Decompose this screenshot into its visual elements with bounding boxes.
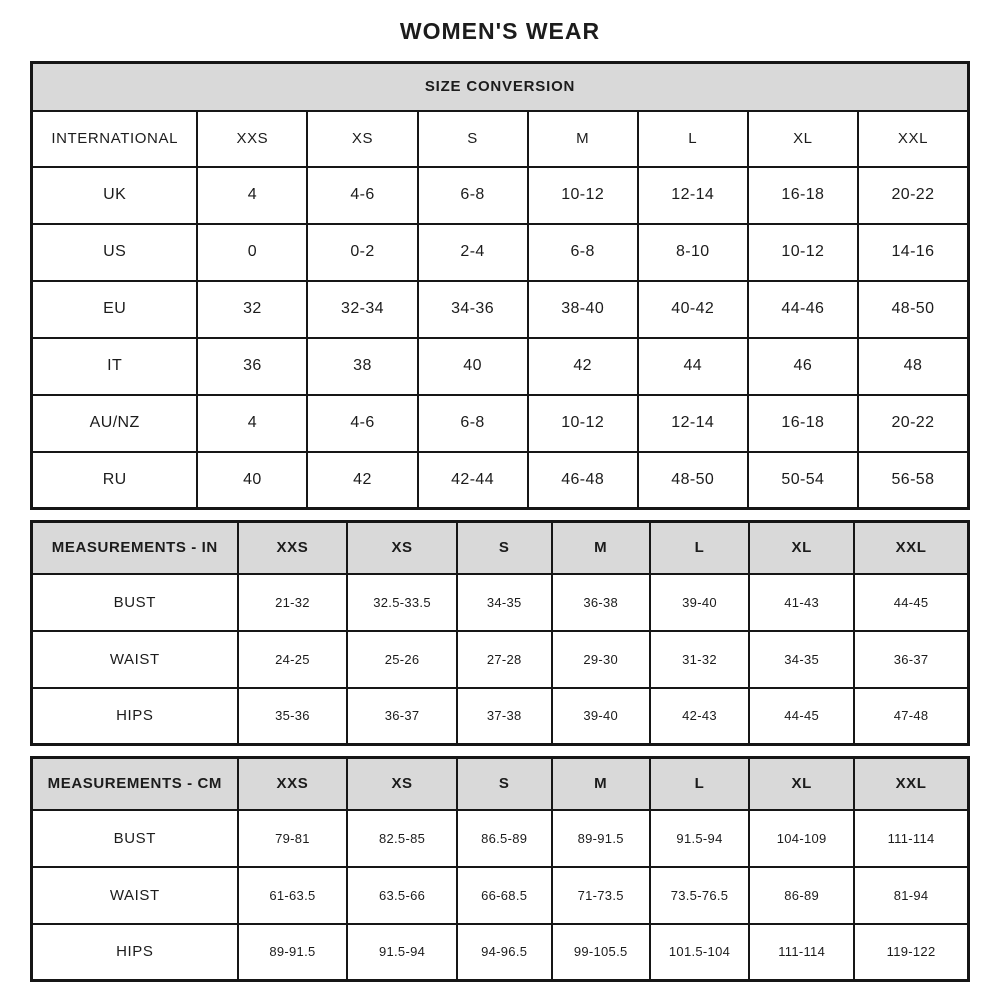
value-cell: 4 xyxy=(197,395,307,452)
value-cell: 99-105.5 xyxy=(552,924,650,981)
row-label: WAIST xyxy=(32,867,238,924)
value-cell: 40-42 xyxy=(638,281,748,338)
value-cell: 38-40 xyxy=(528,281,638,338)
table-row xyxy=(32,810,969,867)
value-cell: 38 xyxy=(307,338,417,395)
value-cell: 27-28 xyxy=(457,631,552,688)
value-cell: 2-4 xyxy=(418,224,528,281)
value-cell: 44-45 xyxy=(854,574,968,631)
row-label: IT xyxy=(32,338,198,395)
value-cell: 16-18 xyxy=(748,167,858,224)
size-column-header: XXL xyxy=(854,758,968,810)
row-label: WAIST xyxy=(32,631,238,688)
table-row xyxy=(32,688,969,745)
value-cell: 81-94 xyxy=(854,867,968,924)
table-row xyxy=(32,224,969,281)
value-cell: 111-114 xyxy=(854,810,968,867)
value-cell: 31-32 xyxy=(650,631,749,688)
value-cell: 82.5-85 xyxy=(347,810,457,867)
value-cell: 94-96.5 xyxy=(457,924,552,981)
value-cell: 6-8 xyxy=(418,395,528,452)
value-cell: 39-40 xyxy=(552,688,650,745)
value-cell: 42 xyxy=(528,338,638,395)
row-label: UK xyxy=(32,167,198,224)
value-cell: 47-48 xyxy=(854,688,968,745)
value-cell: 16-18 xyxy=(748,395,858,452)
value-cell: 29-30 xyxy=(552,631,650,688)
size-column-header: M xyxy=(552,522,650,574)
table-row xyxy=(32,574,969,631)
table-row xyxy=(32,867,969,924)
value-cell: 39-40 xyxy=(650,574,749,631)
row-label: HIPS xyxy=(32,924,238,981)
value-cell: 21-32 xyxy=(238,574,348,631)
value-cell: 32.5-33.5 xyxy=(347,574,457,631)
table-title: MEASUREMENTS - CM xyxy=(32,758,238,810)
value-cell: 20-22 xyxy=(858,395,969,452)
value-cell: 86-89 xyxy=(749,867,854,924)
value-cell: 91.5-94 xyxy=(650,810,749,867)
size-column-header: S xyxy=(457,522,552,574)
value-cell: 48-50 xyxy=(638,452,748,509)
value-cell: 61-63.5 xyxy=(238,867,348,924)
size-column-header: XXL xyxy=(858,111,969,167)
measurements-in-table xyxy=(30,520,970,746)
value-cell: 24-25 xyxy=(238,631,348,688)
value-cell: 42-44 xyxy=(418,452,528,509)
value-cell: 12-14 xyxy=(638,167,748,224)
value-cell: 41-43 xyxy=(749,574,854,631)
value-cell: 104-109 xyxy=(749,810,854,867)
row-label: HIPS xyxy=(32,688,238,745)
value-cell: 36 xyxy=(197,338,307,395)
value-cell: 6-8 xyxy=(528,224,638,281)
value-cell: 10-12 xyxy=(528,395,638,452)
table-row xyxy=(32,631,969,688)
value-cell: 119-122 xyxy=(854,924,968,981)
value-cell: 44 xyxy=(638,338,748,395)
value-cell: 48-50 xyxy=(858,281,969,338)
size-conversion-title: SIZE CONVERSION xyxy=(32,63,969,111)
table-row xyxy=(32,167,969,224)
value-cell: 4-6 xyxy=(307,395,417,452)
size-column-header: XXS xyxy=(238,758,348,810)
value-cell: 25-26 xyxy=(347,631,457,688)
value-cell: 56-58 xyxy=(858,452,969,509)
value-cell: 34-36 xyxy=(418,281,528,338)
value-cell: 79-81 xyxy=(238,810,348,867)
size-column-header: M xyxy=(528,111,638,167)
measurements-cm-header-row xyxy=(32,758,969,810)
value-cell: 0-2 xyxy=(307,224,417,281)
size-column-header: XL xyxy=(749,522,854,574)
measurements-in-header-row xyxy=(32,522,969,574)
size-column-header: S xyxy=(457,758,552,810)
value-cell: 34-35 xyxy=(749,631,854,688)
row-label: AU/NZ xyxy=(32,395,198,452)
size-column-header: XS xyxy=(307,111,417,167)
row-label: BUST xyxy=(32,810,238,867)
size-column-header: L xyxy=(638,111,748,167)
value-cell: 10-12 xyxy=(528,167,638,224)
size-conversion-header-row xyxy=(32,111,969,167)
size-column-header: XL xyxy=(749,758,854,810)
value-cell: 4-6 xyxy=(307,167,417,224)
row-header-label: INTERNATIONAL xyxy=(32,111,198,167)
value-cell: 44-46 xyxy=(748,281,858,338)
table-row xyxy=(32,924,969,981)
table-row xyxy=(32,395,969,452)
value-cell: 91.5-94 xyxy=(347,924,457,981)
value-cell: 20-22 xyxy=(858,167,969,224)
value-cell: 86.5-89 xyxy=(457,810,552,867)
value-cell: 46 xyxy=(748,338,858,395)
value-cell: 4 xyxy=(197,167,307,224)
row-label: US xyxy=(32,224,198,281)
value-cell: 6-8 xyxy=(418,167,528,224)
value-cell: 40 xyxy=(418,338,528,395)
value-cell: 73.5-76.5 xyxy=(650,867,749,924)
size-column-header: L xyxy=(650,758,749,810)
value-cell: 35-36 xyxy=(238,688,348,745)
value-cell: 10-12 xyxy=(748,224,858,281)
value-cell: 101.5-104 xyxy=(650,924,749,981)
value-cell: 32-34 xyxy=(307,281,417,338)
value-cell: 89-91.5 xyxy=(552,810,650,867)
size-column-header: XXL xyxy=(854,522,968,574)
row-label: RU xyxy=(32,452,198,509)
value-cell: 36-37 xyxy=(347,688,457,745)
size-conversion-table xyxy=(30,61,970,510)
value-cell: 0 xyxy=(197,224,307,281)
value-cell: 48 xyxy=(858,338,969,395)
size-column-header: L xyxy=(650,522,749,574)
table-title: MEASUREMENTS - IN xyxy=(32,522,238,574)
value-cell: 66-68.5 xyxy=(457,867,552,924)
page-title: WOMEN'S WEAR xyxy=(399,18,601,44)
value-cell: 111-114 xyxy=(749,924,854,981)
size-conversion-band-row xyxy=(32,63,969,111)
size-column-header: M xyxy=(552,758,650,810)
size-column-header: S xyxy=(418,111,528,167)
row-label: EU xyxy=(32,281,198,338)
value-cell: 46-48 xyxy=(528,452,638,509)
value-cell: 63.5-66 xyxy=(347,867,457,924)
size-column-header: XS xyxy=(347,522,457,574)
table-row xyxy=(32,281,969,338)
value-cell: 12-14 xyxy=(638,395,748,452)
size-column-header: XXS xyxy=(238,522,348,574)
value-cell: 44-45 xyxy=(749,688,854,745)
size-column-header: XL xyxy=(748,111,858,167)
value-cell: 42 xyxy=(307,452,417,509)
table-row xyxy=(32,338,969,395)
row-label: BUST xyxy=(32,574,238,631)
value-cell: 8-10 xyxy=(638,224,748,281)
value-cell: 71-73.5 xyxy=(552,867,650,924)
size-column-header: XS xyxy=(347,758,457,810)
table-row xyxy=(32,452,969,509)
size-column-header: XXS xyxy=(197,111,307,167)
value-cell: 50-54 xyxy=(748,452,858,509)
value-cell: 40 xyxy=(197,452,307,509)
value-cell: 36-37 xyxy=(854,631,968,688)
value-cell: 89-91.5 xyxy=(238,924,348,981)
value-cell: 14-16 xyxy=(858,224,969,281)
value-cell: 32 xyxy=(197,281,307,338)
value-cell: 37-38 xyxy=(457,688,552,745)
value-cell: 34-35 xyxy=(457,574,552,631)
value-cell: 36-38 xyxy=(552,574,650,631)
measurements-cm-table xyxy=(30,756,970,982)
value-cell: 42-43 xyxy=(650,688,749,745)
